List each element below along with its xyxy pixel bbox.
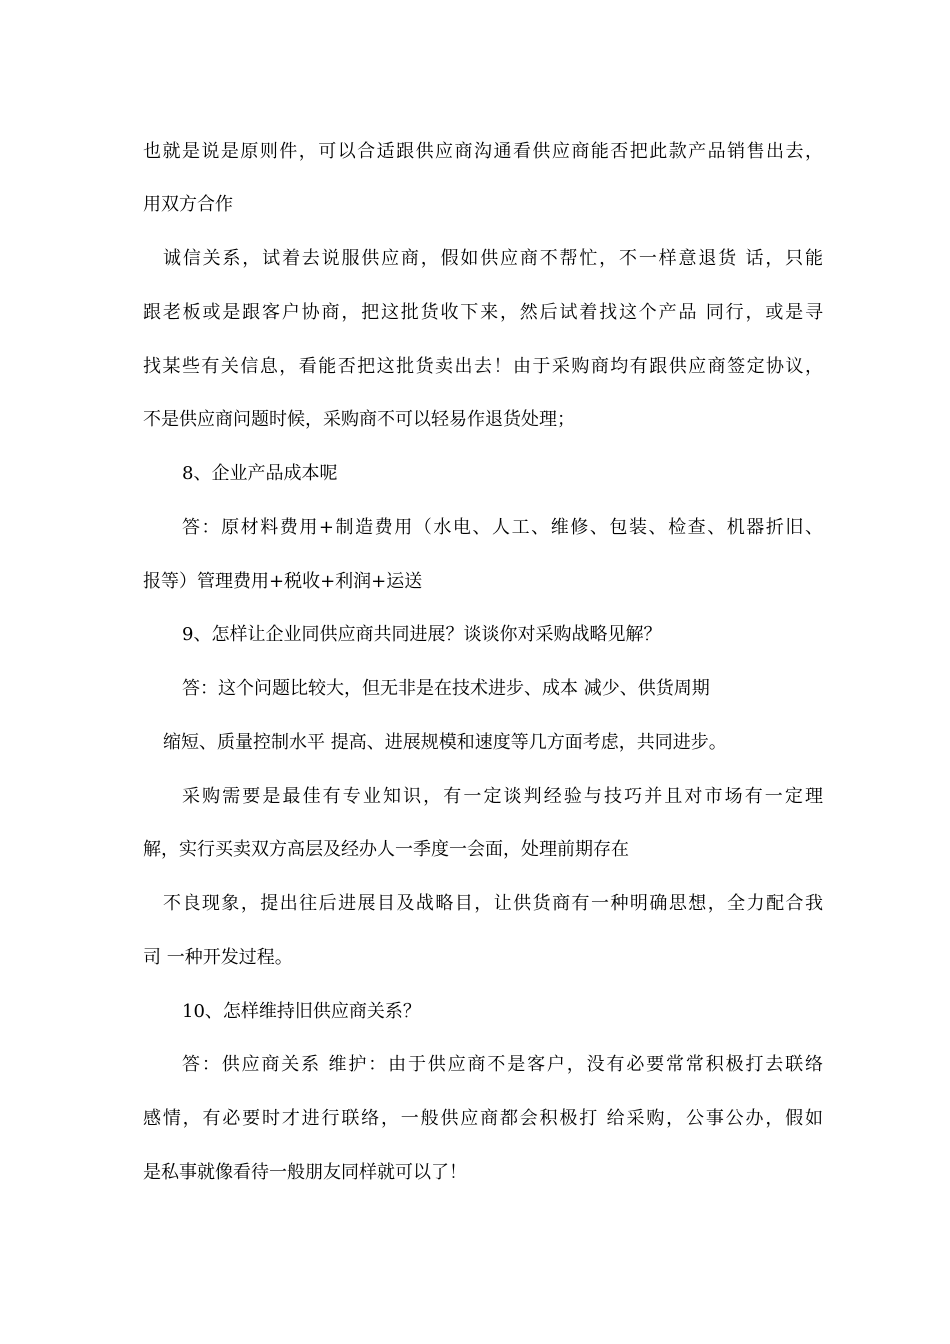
paragraph-line: 报等）管理费用+税收+利润+运送: [143, 571, 423, 592]
section-heading: 10、怎样维持旧供应商关系？: [182, 1001, 421, 1022]
paragraph-line: 答：供应商关系 维护：由于供应商不是客户，没有必要常常积极打去联络: [182, 1054, 823, 1075]
paragraph-line: 不是供应商问题时候，采购商不可以轻易作退货处理；: [143, 409, 575, 430]
paragraph-line: 用双方合作: [143, 194, 233, 215]
paragraph-line: 采购需要是最佳有专业知识，有一定谈判经验与技巧并且对市场有一定理: [182, 786, 823, 807]
paragraph-line: 答：这个问题比较大，但无非是在技术进步、成本 减少、供货周期: [182, 678, 710, 699]
paragraph-line: 缩短、质量控制水平 提高、进展规模和速度等几方面考虑，共同进步。: [163, 732, 727, 753]
paragraph-line: 跟老板或是跟客户协商，把这批货收下来，然后试着找这个产品 同行，或是寻: [143, 302, 823, 323]
section-heading: 8、企业产品成本呢: [182, 463, 338, 484]
paragraph-line: 是私事就像看待一般朋友同样就可以了！: [143, 1162, 467, 1183]
paragraph-line: 解，实行买卖双方高层及经办人一季度一会面，处理前期存在: [143, 839, 629, 860]
paragraph-line: 司 一种开发过程。: [143, 947, 293, 968]
section-heading: 9、怎样让企业同供应商共同进展？谈谈你对采购战略见解？: [182, 624, 662, 645]
paragraph-line: 感情，有必要时才进行联络，一般供应商都会积极打 给采购，公事公办，假如: [143, 1108, 823, 1129]
paragraph-line: 找某些有关信息，看能否把这批货卖出去！由于采购商均有跟供应商签定协议，: [143, 356, 823, 377]
paragraph-line: 也就是说是原则件，可以合适跟供应商沟通看供应商能否把此款产品销售出去，: [143, 141, 823, 162]
paragraph-line: 不良现象，提出往后进展目及战略目，让供货商有一种明确思想，全力配合我: [163, 893, 823, 914]
paragraph-line: 答：原材料费用+制造费用（水电、人工、维修、包装、检查、机器折旧、: [182, 517, 823, 538]
paragraph-line: 诚信关系，试着去说服供应商，假如供应商不帮忙，不一样意退货 话，只能: [163, 248, 823, 269]
